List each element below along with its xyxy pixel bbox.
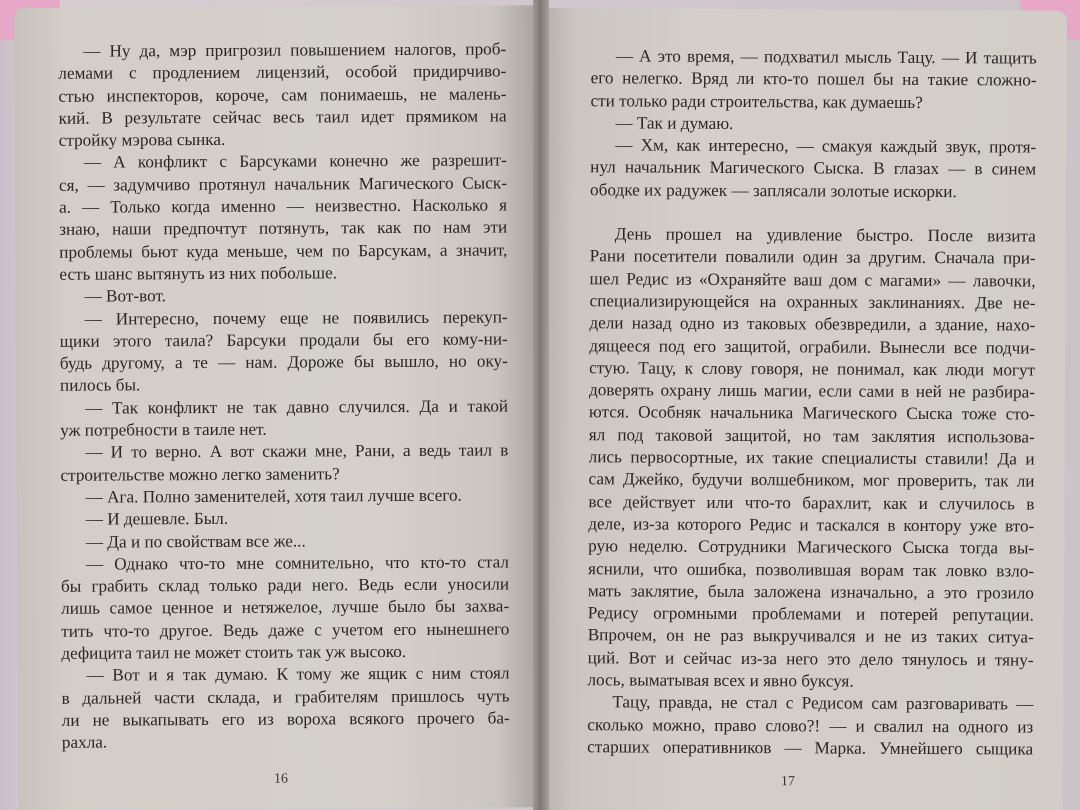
right-page bbox=[541, 8, 1067, 810]
text-line: старших оперативников — Марка. Умнейшего сыщика bbox=[587, 737, 1034, 759]
page-number: 16 bbox=[274, 771, 289, 787]
text-line: знаю, наши предпочтут потянуть, так как по нам эти bbox=[59, 217, 508, 240]
text-line: специализирующейся на охранных заклинаниях. Две не- bbox=[589, 291, 1036, 313]
text-line: Тацу, правда, не стал с Редисом сам разговаривать — bbox=[612, 692, 1034, 714]
text-line: дели назад одно из таковых обезвредили, а здание, нахо- bbox=[589, 313, 1036, 335]
text-line: лишь самое ценное и нетяжелое, лучше было бы захва- bbox=[61, 596, 510, 619]
text-line: — А конфликт с Барсуками конечно же разрешит- bbox=[83, 150, 507, 173]
text-line: лемами с продлением лицензий, особой придирчиво- bbox=[58, 61, 507, 84]
text-line: — И дешевле. Был. bbox=[85, 509, 229, 529]
text-line: а. — Только когда именно — неизвестно. Насколько я bbox=[58, 195, 508, 217]
text-line: стую. Тацу, к слову говоря, не понимал, как люди могут bbox=[589, 358, 1036, 380]
text-line: ободке их радужек — заплясали золотые искорки. bbox=[590, 180, 957, 201]
text-line: щики этого таила? Барсуки продали бы его кому-ни- bbox=[59, 329, 508, 351]
page-number: 17 bbox=[780, 773, 795, 790]
right-page-text bbox=[587, 45, 1037, 761]
text-line: бы грабить склад только ради него. Ведь если уносили bbox=[60, 574, 510, 596]
text-line: — И то верно. А вот скажи мне, Рани, а ведь таил в bbox=[85, 440, 509, 462]
text-line: Впрочем, он не раз выкручивался и не из таких ситуа- bbox=[587, 625, 1034, 647]
text-line: в дальней части склада, и грабителям пришлось чуть bbox=[61, 686, 510, 708]
text-line: дящееся под его защитой, ограбили. Вынесли все подчи- bbox=[589, 335, 1036, 358]
text-line: шел Редис из «Охраняйте ваш дом с магами» — лавочки, bbox=[589, 268, 1036, 291]
text-line: — Интересно, почему еще не появились перекуп- bbox=[84, 306, 508, 329]
text-line: стройку мэрова сынка. bbox=[58, 130, 226, 150]
text-line: Рани посетители повалили один за другим. Сначала при- bbox=[589, 246, 1036, 268]
section-break bbox=[590, 201, 1036, 225]
text-line: ций. Вот и сейчас из-за него это дело тянулось и тяну- bbox=[587, 647, 1034, 670]
book-gutter bbox=[533, 0, 549, 810]
text-line: его нелегко. Вряд ли кто-то пошел бы на такие сложно- bbox=[590, 68, 1037, 90]
text-line: тить что-то другое. Ведь даже с учетом его нынешнего bbox=[61, 619, 510, 641]
text-line: — Вот и я так думаю. К тому же ящик с ним стоял bbox=[86, 663, 510, 685]
left-page-text bbox=[58, 38, 510, 754]
text-line: мать заклятие, была заложена изначально, а это грозило bbox=[587, 581, 1034, 603]
text-line: пилось бы. bbox=[59, 375, 141, 396]
left-page bbox=[14, 5, 540, 810]
text-line: стью инспекторов, короче, сам понимаешь, не малень- bbox=[58, 84, 507, 106]
text-line: доверять охрану лишь магии, если сами в ней не разбира- bbox=[588, 380, 1036, 402]
text-line: — Хм, как интересно, — смакуя каждый звук, протя- bbox=[615, 135, 1037, 157]
text-line: сам Джейко, будучи волшебником, мог проверить, так ли bbox=[588, 469, 1035, 491]
text-line: будь другому, а те — нам. Дороже бы вышло, но оку- bbox=[59, 351, 508, 373]
text-line: ся, — задумчиво протянул начальник Магического Сыск- bbox=[58, 173, 507, 195]
text-line: — Однако что-то мне сомнительно, что кто-то стал bbox=[85, 552, 509, 574]
text-line: кий. В результате сейчас весь таил идет прямиком на bbox=[58, 106, 507, 128]
text-line: дефицита таил не может стоить так уж высоко. bbox=[61, 641, 407, 663]
text-line: лось, выматывая всех и явно буксуя. bbox=[587, 670, 854, 691]
text-line: — Ну да, мэр пригрозил повышением налогов, проб- bbox=[83, 39, 507, 61]
text-line: — Да и по свойствам все же... bbox=[85, 531, 306, 552]
text-line: ются. Особняк начальника Магического Сыска тоже сто- bbox=[588, 402, 1035, 425]
text-line: — Так и думаю. bbox=[615, 113, 734, 133]
text-line: рахла. bbox=[61, 732, 108, 752]
text-line: сколько можно, право слово?! — и свалил на одного из bbox=[587, 714, 1034, 737]
text-line: ли не выкапывать его из вороха всякого прочего ба- bbox=[61, 708, 510, 730]
text-line: Редису огромными проблемами и потерей репутации. bbox=[587, 603, 1034, 625]
text-line: — Так конфликт не так давно случился. Да и такой bbox=[85, 396, 509, 418]
text-line: уж потребности в таиле нет. bbox=[60, 419, 267, 440]
text-line: — Вот-вот. bbox=[84, 286, 166, 306]
text-line: нул начальник Магического Сыска. В глазах — в синем bbox=[590, 157, 1037, 180]
text-line: проблемы бьют куда меньше, чем по Барсукам, а значит, bbox=[59, 240, 508, 262]
text-line: рую неделю. Сотрудники Магического Сыска тогда вы- bbox=[588, 536, 1035, 558]
text-line: сти только ради строительства, как думаешь? bbox=[590, 90, 923, 112]
text-line: День прошел на удивление быстро. После визита bbox=[614, 224, 1036, 246]
text-line: лись первосортные, их такие специалисты ставили! Да и bbox=[588, 447, 1035, 469]
text-line: строительстве можно легко заменить? bbox=[60, 463, 340, 485]
text-line: все действует или что-то барахлит, как и случилось в bbox=[588, 491, 1035, 514]
text-line: есть шанс вытянуть из них побольше. bbox=[59, 263, 338, 284]
text-line: яснили, что ошибка, позволившая ворам так ловко взло- bbox=[588, 558, 1035, 581]
text-line: ял под таковой защитой, но там заклятия использова- bbox=[588, 424, 1035, 447]
text-line: деле, из-за которого Редис и таскался в контору уже вто- bbox=[588, 514, 1035, 536]
text-line: — Ага. Полно заменителей, хотя таил лучше всего. bbox=[85, 485, 462, 507]
text-line: — А это время, — подхватил мысль Тацу. — И тащить bbox=[615, 46, 1037, 68]
